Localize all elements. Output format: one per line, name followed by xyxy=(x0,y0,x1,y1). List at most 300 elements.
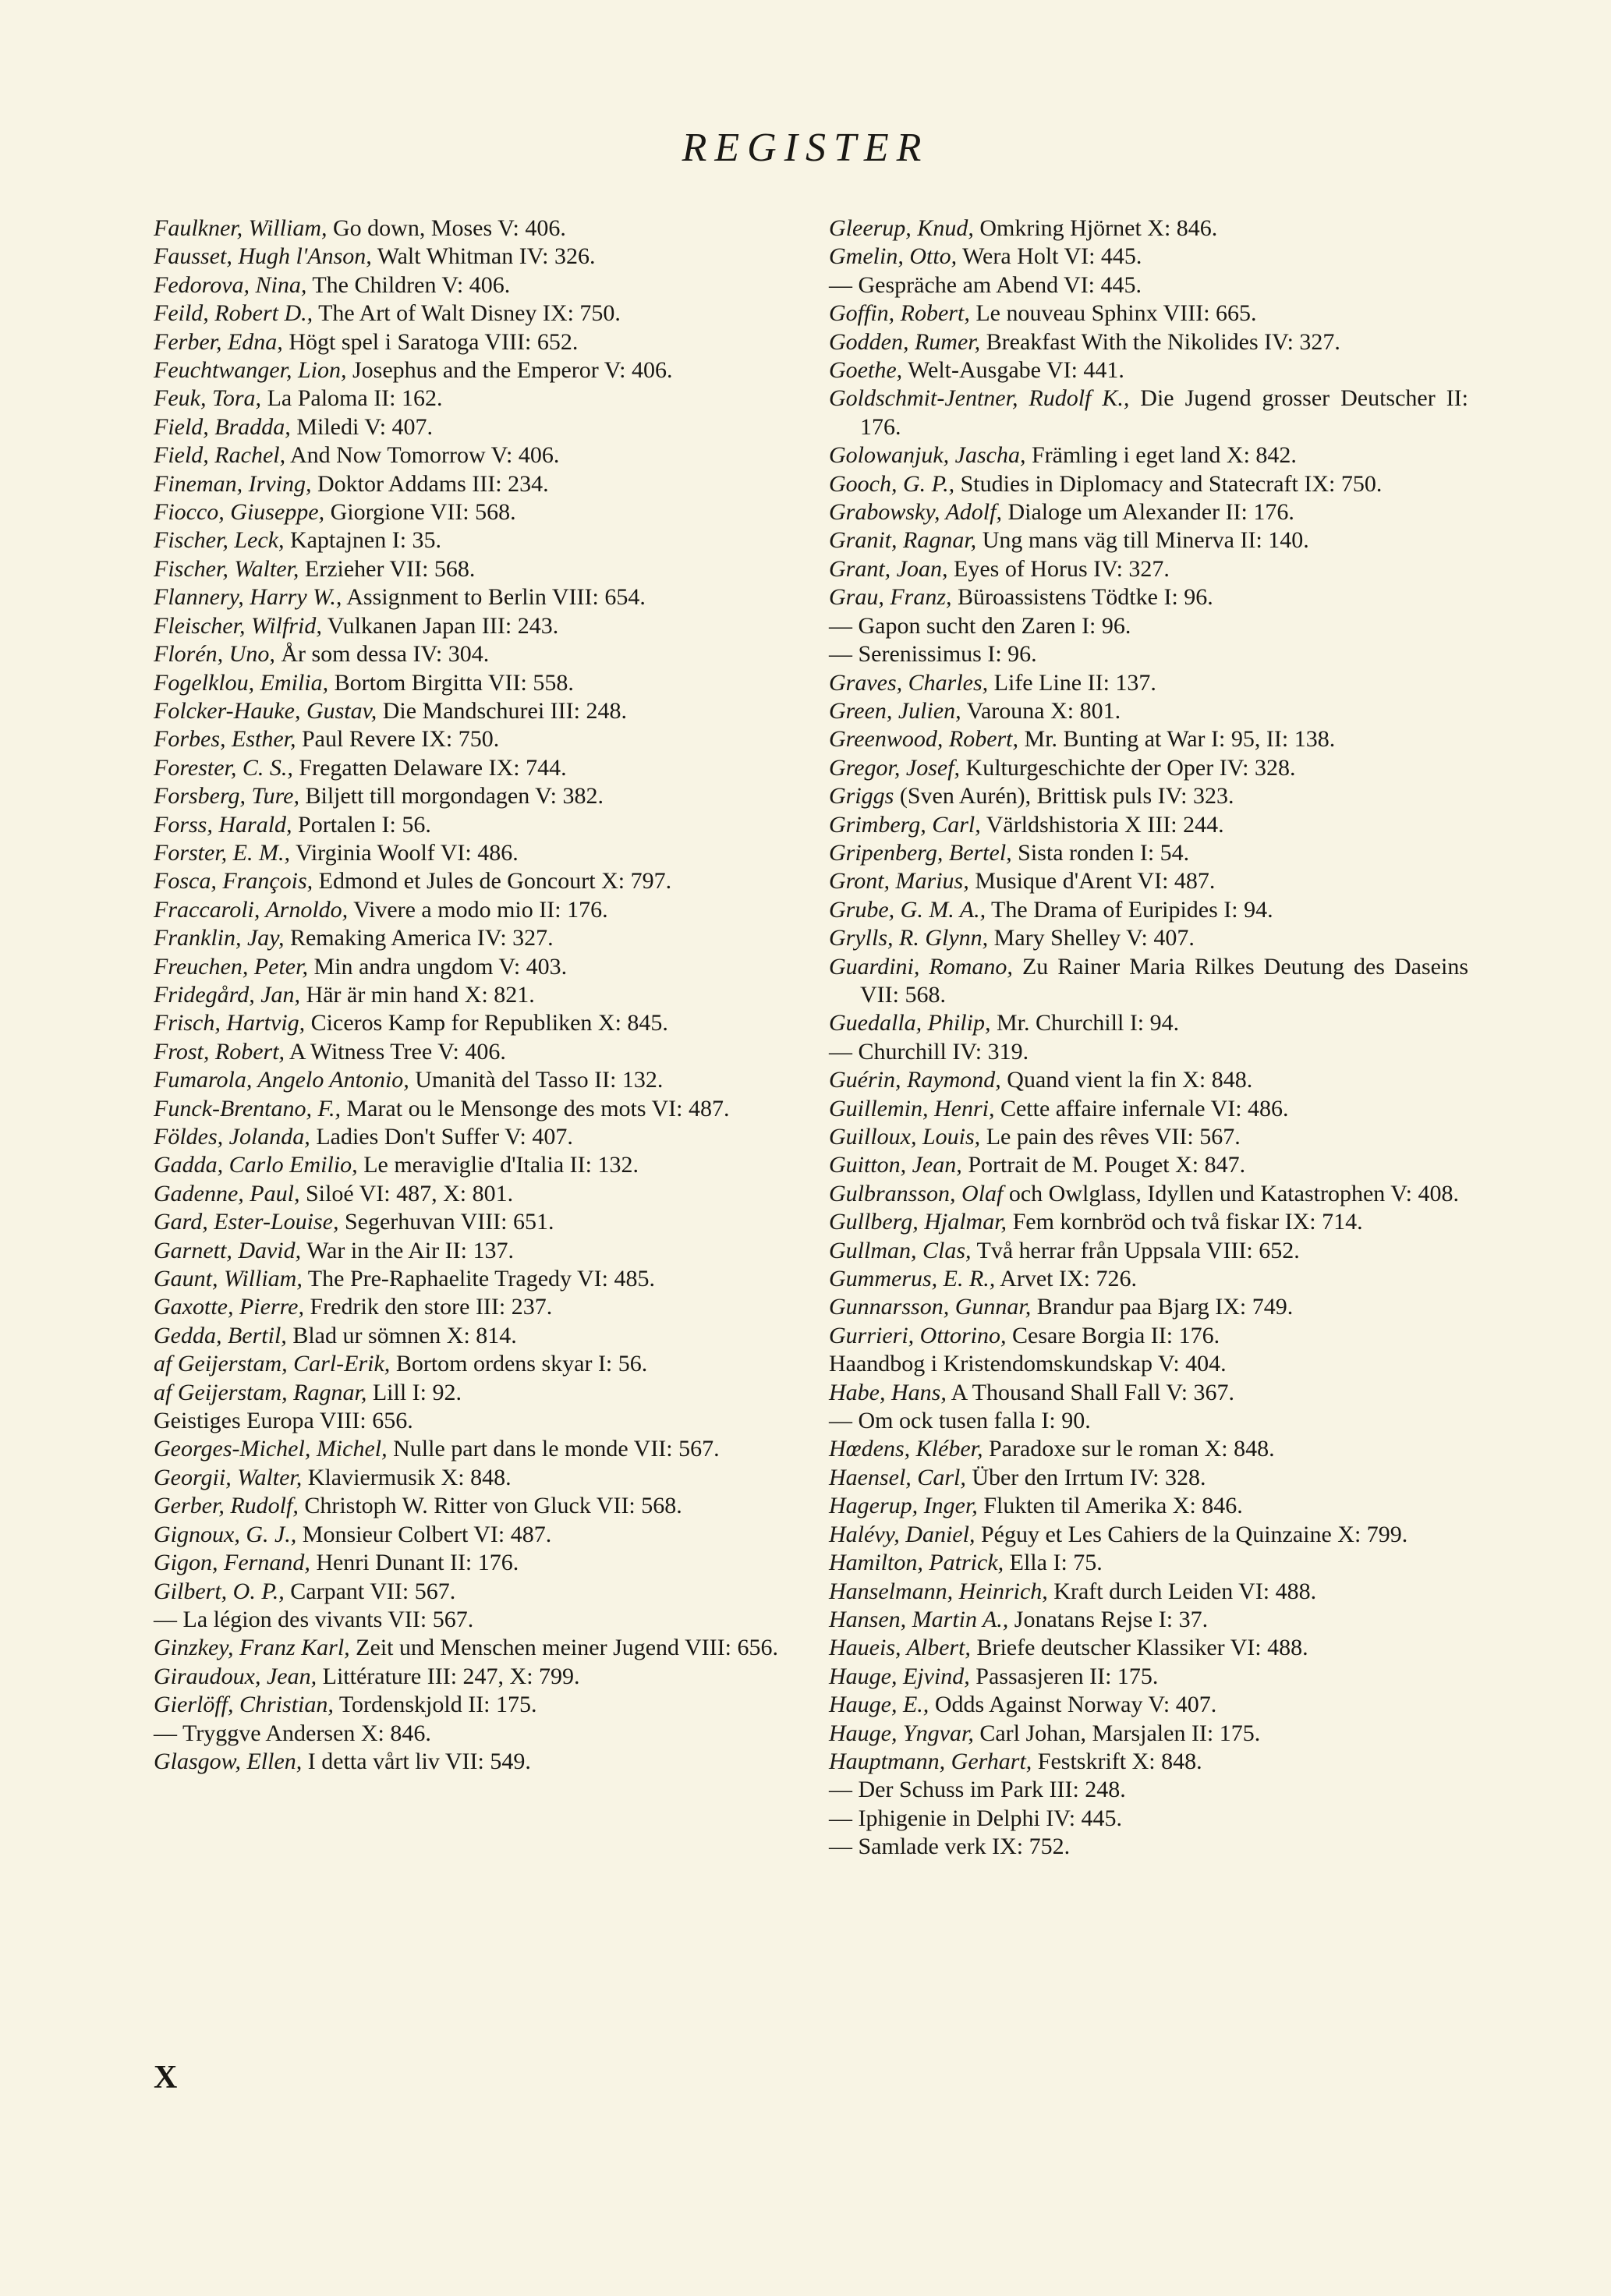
register-entry xyxy=(154,1407,793,1435)
entry-author: Gummerus, E. R., xyxy=(829,1266,996,1292)
entry-author: Gaunt, William, xyxy=(154,1266,303,1292)
entry-reference: The Art of Walt Disney IX: 750. xyxy=(313,300,621,327)
entry-reference: Portrait de M. Pouget X: 847. xyxy=(961,1152,1246,1178)
entry-reference: Die Mandschurei III: 248. xyxy=(377,697,627,724)
register-entry xyxy=(829,896,1468,924)
entry-reference: Nulle part dans le monde VII: 567. xyxy=(387,1436,720,1462)
entry-author: Hanselmann, Heinrich, xyxy=(829,1578,1048,1604)
register-entry xyxy=(154,725,793,753)
register-entry xyxy=(829,1009,1468,1037)
entry-reference: Doktor Addams III: 234. xyxy=(311,470,549,497)
register-entry xyxy=(154,1492,793,1520)
register-entry xyxy=(829,526,1468,555)
register-entry xyxy=(829,1578,1468,1606)
entry-author: Gadenne, Paul, xyxy=(154,1180,300,1206)
register-entry xyxy=(829,754,1468,782)
entry-author: Godden, Rumer, xyxy=(829,328,981,355)
register-entry xyxy=(829,214,1468,243)
entry-author: Feild, Robert D., xyxy=(154,300,313,327)
entry-author: Garnett, David, xyxy=(154,1237,302,1263)
register-entry xyxy=(829,470,1468,498)
entry-reference: Henri Dunant II: 176. xyxy=(310,1550,519,1576)
entry-reference: Flukten til Amerika X: 846. xyxy=(977,1493,1243,1519)
entry-author: Halévy, Daniel, xyxy=(829,1521,975,1547)
register-entry xyxy=(154,1634,793,1662)
register-entry xyxy=(829,1293,1468,1321)
register-entry xyxy=(154,526,793,555)
entry-author: Green, Julien, xyxy=(829,697,961,724)
register-entry xyxy=(829,1663,1468,1691)
entry-reference: Mr. Churchill I: 94. xyxy=(990,1010,1180,1036)
entry-reference: — Samlade verk IX: 752. xyxy=(829,1834,1071,1860)
entry-reference: Brandur paa Bjarg IX: 749. xyxy=(1031,1294,1294,1320)
entry-reference: Littérature III: 247, X: 799. xyxy=(317,1663,580,1689)
entry-reference: Varouna X: 801. xyxy=(961,697,1121,724)
register-entry xyxy=(154,640,793,668)
entry-reference: — Der Schuss im Park III: 248. xyxy=(829,1777,1126,1803)
entry-reference: The Drama of Euripides I: 94. xyxy=(986,896,1273,923)
register-entry xyxy=(829,1464,1468,1492)
entry-reference: Musique d'Arent VI: 487. xyxy=(968,868,1216,895)
entry-reference: Briefe deutscher Klassiker VI: 488. xyxy=(970,1635,1308,1661)
entry-author: Gierlöff, Christian, xyxy=(154,1692,334,1718)
register-entry xyxy=(829,1407,1468,1435)
entry-author: Hœdens, Kléber, xyxy=(829,1436,983,1462)
register-entry xyxy=(829,1066,1468,1094)
entry-author: Golowanjuk, Jascha, xyxy=(829,442,1026,469)
register-entry xyxy=(829,555,1468,583)
register-entry xyxy=(154,1293,793,1321)
register-entry xyxy=(154,214,793,243)
register-entry xyxy=(829,1038,1468,1066)
entry-reference: Två herrar från Uppsala VIII: 652. xyxy=(971,1237,1300,1263)
entry-reference: Le pain des rêves VII: 567. xyxy=(980,1124,1241,1150)
entry-author: Glasgow, Ellen, xyxy=(154,1748,303,1774)
register-entry xyxy=(829,1435,1468,1463)
entry-author: Field, Bradda, xyxy=(154,413,291,440)
register-entry xyxy=(829,953,1468,1010)
entry-reference: Péguy et Les Cahiers de la Quinzaine X: 799. xyxy=(975,1521,1408,1547)
entry-reference: Cesare Borgia II: 176. xyxy=(1006,1322,1220,1348)
entry-author: Haensel, Carl, xyxy=(829,1464,966,1490)
entry-author: Fraccaroli, Arnoldo, xyxy=(154,896,349,923)
entry-author: Gignoux, G. J., xyxy=(154,1521,297,1547)
entry-author: Feuchtwanger, Lion, xyxy=(154,357,347,384)
entry-reference: Büroassistens Tödtke I: 96. xyxy=(951,584,1213,611)
register-entry xyxy=(829,1350,1468,1378)
entry-reference: Världshistoria X III: 244. xyxy=(980,811,1224,838)
register-entry xyxy=(154,1095,793,1123)
entry-author: Földes, Jolanda, xyxy=(154,1124,310,1150)
register-entry xyxy=(154,299,793,328)
entry-author: Freuchen, Peter, xyxy=(154,953,308,980)
entry-reference: Le nouveau Sphinx VIII: 665. xyxy=(969,300,1257,327)
register-column-left xyxy=(154,214,793,1776)
entry-author: Fischer, Leck, xyxy=(154,527,285,554)
entry-reference: Blad ur sömnen X: 814. xyxy=(286,1322,517,1348)
entry-reference: Wera Holt VI: 445. xyxy=(957,243,1142,270)
entry-author: Goffin, Robert, xyxy=(829,300,970,327)
entry-reference: Mr. Bunting at War I: 95, II: 138. xyxy=(1018,726,1336,753)
entry-author: Fausset, Hugh l'Anson, xyxy=(154,243,372,270)
register-entry xyxy=(829,1095,1468,1123)
entry-author: Hamilton, Patrick, xyxy=(829,1550,1004,1576)
entry-author: Graves, Charles, xyxy=(829,669,989,696)
entry-reference: Geistiges Europa VIII: 656. xyxy=(154,1408,413,1434)
register-entry xyxy=(154,839,793,867)
entry-reference: Främling i eget land X: 842. xyxy=(1025,442,1297,469)
entry-reference: — Gespräche am Abend VI: 445. xyxy=(829,271,1142,298)
register-entry xyxy=(154,470,793,498)
entry-reference: År som dessa IV: 304. xyxy=(274,641,490,668)
register-entry xyxy=(154,1606,793,1634)
entry-reference: Kulturgeschichte der Oper IV: 328. xyxy=(960,754,1296,781)
register-entry xyxy=(154,243,793,271)
entry-author: Haueis, Albert, xyxy=(829,1635,971,1661)
entry-author: Ginzkey, Franz Karl, xyxy=(154,1635,350,1661)
register-entry xyxy=(154,697,793,725)
entry-author: Feuk, Tora, xyxy=(154,385,262,412)
entry-author: Guérin, Raymond, xyxy=(829,1067,1001,1093)
entry-author: Goethe, xyxy=(829,357,903,384)
register-entry xyxy=(829,1549,1468,1577)
entry-reference: — Tryggve Andersen X: 846. xyxy=(154,1720,431,1746)
entry-reference: Vulkanen Japan III: 243. xyxy=(321,612,559,639)
entry-reference: — La légion des vivants VII: 567. xyxy=(154,1606,474,1632)
register-entry xyxy=(829,1805,1468,1833)
entry-reference: Haandbog i Kristendomskundskap V: 404. xyxy=(829,1351,1227,1377)
page-title: REGISTER xyxy=(682,126,929,170)
entry-author: Gerber, Rudolf, xyxy=(154,1493,299,1519)
entry-reference: Walt Whitman IV: 326. xyxy=(371,243,596,270)
register-entry xyxy=(154,1009,793,1037)
entry-author: Grau, Franz, xyxy=(829,584,952,611)
register-entry xyxy=(154,1265,793,1293)
entry-reference: Monsieur Colbert VI: 487. xyxy=(296,1521,552,1547)
entry-author: Florén, Uno, xyxy=(154,641,275,668)
entry-reference: Umanità del Tasso II: 132. xyxy=(409,1067,664,1093)
entry-author: Gullman, Clas, xyxy=(829,1237,972,1263)
entry-reference: And Now Tomorrow V: 406. xyxy=(285,442,560,469)
register-entry xyxy=(829,1151,1468,1179)
entry-reference: Bortom ordens skyar I: 56. xyxy=(390,1351,648,1377)
register-entry xyxy=(829,839,1468,867)
register-entry xyxy=(829,725,1468,753)
register-column-right xyxy=(829,214,1468,1862)
register-entry xyxy=(154,754,793,782)
register-entry xyxy=(154,1379,793,1407)
entry-author: Gleerup, Knud, xyxy=(829,215,974,241)
register-entry xyxy=(154,1435,793,1463)
entry-reference: Fredrik den store III: 237. xyxy=(304,1294,553,1320)
entry-reference: The Pre-Raphaelite Tragedy VI: 485. xyxy=(302,1266,655,1292)
entry-reference: A Witness Tree V: 406. xyxy=(285,1038,506,1065)
register-entry xyxy=(154,413,793,441)
entry-author: Grant, Joan, xyxy=(829,555,948,582)
register-entry xyxy=(829,299,1468,328)
register-entry xyxy=(154,1720,793,1748)
register-entry xyxy=(829,328,1468,356)
entry-reference: Carpant VII: 567. xyxy=(284,1578,456,1604)
entry-reference: A Thousand Shall Fall V: 367. xyxy=(946,1379,1235,1405)
entry-author: Franklin, Jay, xyxy=(154,925,285,951)
entry-reference: La Paloma II: 162. xyxy=(261,385,443,412)
entry-author: Frisch, Hartvig, xyxy=(154,1010,306,1036)
entry-author: Fiocco, Giuseppe, xyxy=(154,499,325,526)
register-entry xyxy=(829,1379,1468,1407)
register-entry xyxy=(154,867,793,895)
entry-author: Giraudoux, Jean, xyxy=(154,1663,317,1689)
entry-author: Hauge, Ejvind, xyxy=(829,1663,970,1689)
register-entry xyxy=(154,924,793,952)
entry-author: Hansen, Martin A., xyxy=(829,1606,1009,1632)
entry-author: Forster, E. M., xyxy=(154,839,290,866)
register-entry xyxy=(154,1123,793,1151)
entry-reference: Le meraviglie d'Italia II: 132. xyxy=(357,1152,639,1178)
register-entry xyxy=(154,953,793,981)
entry-author: Forester, C. S., xyxy=(154,754,293,781)
register-entry xyxy=(154,1521,793,1549)
register-entry xyxy=(829,1606,1468,1634)
entry-reference: — Churchill IV: 319. xyxy=(829,1038,1029,1065)
register-entry xyxy=(829,782,1468,810)
entry-reference: Josephus and the Emperor V: 406. xyxy=(346,357,673,384)
entry-author: Guardini, Romano, xyxy=(829,953,1013,980)
entry-reference: Welt-Ausgabe VI: 441. xyxy=(902,357,1124,384)
entry-author: Georges-Michel, Michel, xyxy=(154,1436,388,1462)
entry-author: Hauptmann, Gerhart, xyxy=(829,1748,1032,1774)
entry-reference: Högt spel i Saratoga VIII: 652. xyxy=(282,328,579,355)
register-entry xyxy=(829,498,1468,526)
register-entry xyxy=(154,328,793,356)
register-entry xyxy=(154,1464,793,1492)
entry-reference: Vivere a modo mio II: 176. xyxy=(348,896,608,923)
entry-author: Forbes, Esther, xyxy=(154,726,296,753)
entry-author: Funck-Brentano, F., xyxy=(154,1095,341,1121)
entry-author: Fogelklou, Emilia, xyxy=(154,669,329,696)
register-entry xyxy=(154,271,793,299)
register-entry xyxy=(154,498,793,526)
register-entry xyxy=(829,867,1468,895)
register-entry xyxy=(829,1833,1468,1861)
entry-author: Forsberg, Ture, xyxy=(154,783,299,810)
entry-reference: Kaptajnen I: 35. xyxy=(284,527,442,554)
entry-reference: Studies in Diplomacy and Statecraft IX: 750. xyxy=(954,470,1383,497)
register-entry xyxy=(154,1237,793,1265)
entry-author: Grylls, R. Glynn, xyxy=(829,925,989,951)
entry-author: Guilloux, Louis, xyxy=(829,1124,981,1150)
entry-author: Goldschmit-Jentner, Rudolf K., xyxy=(829,385,1130,412)
entry-reference: Paul Revere IX: 750. xyxy=(296,726,500,753)
entry-reference: Klaviermusik X: 848. xyxy=(302,1464,512,1490)
register-entry xyxy=(829,1634,1468,1662)
entry-author: Gullberg, Hjalmar, xyxy=(829,1209,1007,1235)
entry-reference: Ella I: 75. xyxy=(1004,1550,1103,1576)
entry-reference: och Owlglass, Idyllen und Katastrophen V: 408. xyxy=(1003,1180,1459,1206)
entry-author: Fridegård, Jan, xyxy=(154,981,301,1008)
register-entry xyxy=(154,1322,793,1350)
register-entry xyxy=(829,1776,1468,1804)
entry-author: af Geijerstam, Ragnar, xyxy=(154,1379,367,1405)
entry-reference: Ciceros Kamp for Republiken X: 845. xyxy=(305,1010,668,1036)
register-entry xyxy=(829,243,1468,271)
entry-author: Fischer, Walter, xyxy=(154,555,299,582)
entry-author: af Geijerstam, Carl-Erik, xyxy=(154,1351,391,1377)
register-entry xyxy=(829,612,1468,640)
entry-reference: Jonatans Rejse I: 37. xyxy=(1008,1606,1209,1632)
register-entry xyxy=(154,896,793,924)
register-entry xyxy=(829,1180,1468,1208)
entry-author: Gront, Marius, xyxy=(829,868,969,895)
entry-author: Gard, Ester-Louise, xyxy=(154,1209,339,1235)
register-entry xyxy=(154,1038,793,1066)
entry-reference: Life Line II: 137. xyxy=(988,669,1156,696)
entry-reference: (Sven Aurén), Brittisk puls IV: 323. xyxy=(894,783,1234,810)
entry-reference: — Gapon sucht den Zaren I: 96. xyxy=(829,612,1131,639)
entry-author: Folcker-Hauke, Gustav, xyxy=(154,697,377,724)
entry-reference: Remaking America IV: 327. xyxy=(284,925,554,951)
entry-reference: Min andra ungdom V: 403. xyxy=(307,953,568,980)
entry-author: Guedalla, Philip, xyxy=(829,1010,991,1036)
register-entry xyxy=(154,612,793,640)
entry-reference: Christoph W. Ritter von Gluck VII: 568. xyxy=(298,1493,682,1519)
entry-reference: Kraft durch Leiden VI: 488. xyxy=(1047,1578,1317,1604)
entry-author: Griggs xyxy=(829,783,894,810)
entry-author: Fedorova, Nina, xyxy=(154,271,307,298)
entry-author: Guitton, Jean, xyxy=(829,1152,962,1178)
register-entry xyxy=(829,1492,1468,1520)
register-entry xyxy=(154,1691,793,1719)
entry-reference: Portalen I: 56. xyxy=(292,811,431,838)
entry-reference: Miledi V: 407. xyxy=(290,413,434,440)
register-entry xyxy=(829,384,1468,441)
entry-reference: Bortom Birgitta VII: 558. xyxy=(328,669,574,696)
page-folio: X xyxy=(154,2060,178,2096)
entry-author: Gurrieri, Ottorino, xyxy=(829,1322,1007,1348)
register-entry xyxy=(829,1521,1468,1549)
entry-reference: — Om ock tusen falla I: 90. xyxy=(829,1408,1091,1434)
entry-author: Fleischer, Wilfrid, xyxy=(154,612,322,639)
register-entry xyxy=(829,1748,1468,1776)
entry-author: Gripenberg, Bertel, xyxy=(829,839,1012,866)
entry-reference: — Serenissimus I: 96. xyxy=(829,641,1037,668)
entry-reference: Omkring Hjörnet X: 846. xyxy=(973,215,1218,241)
entry-author: Gooch, G. P., xyxy=(829,470,955,497)
entry-reference: Ung mans väg till Minerva II: 140. xyxy=(976,527,1309,554)
entry-reference: Virginia Woolf VI: 486. xyxy=(290,839,519,866)
entry-author: Field, Rachel, xyxy=(154,442,286,469)
register-entry xyxy=(154,811,793,839)
entry-reference: Go down, Moses V: 406. xyxy=(327,215,566,241)
entry-reference: Über den Irrtum IV: 328. xyxy=(965,1464,1206,1490)
entry-reference: Tordenskjold II: 175. xyxy=(333,1692,537,1718)
entry-reference: Segerhuvan VIII: 651. xyxy=(338,1209,554,1235)
register-entry xyxy=(829,356,1468,384)
register-entry xyxy=(154,441,793,469)
entry-author: Fineman, Irving, xyxy=(154,470,312,497)
entry-reference: Siloé VI: 487, X: 801. xyxy=(299,1180,514,1206)
entry-author: Grabowsky, Adolf, xyxy=(829,499,1002,526)
register-entry xyxy=(154,1748,793,1776)
entry-reference: Lill I: 92. xyxy=(366,1379,462,1405)
register-entry xyxy=(154,1350,793,1378)
register-entry xyxy=(829,697,1468,725)
register-entry xyxy=(154,981,793,1009)
register-entry xyxy=(829,441,1468,469)
entry-author: Gedda, Bertil, xyxy=(154,1322,287,1348)
register-entry xyxy=(154,1549,793,1577)
entry-author: Gadda, Carlo Emilio, xyxy=(154,1152,358,1178)
entry-reference: Cette affaire infernale VI: 486. xyxy=(994,1095,1289,1121)
entry-author: Guillemin, Henri, xyxy=(829,1095,995,1121)
entry-reference: Eyes of Horus IV: 327. xyxy=(947,555,1170,582)
entry-reference: Ladies Don't Suffer V: 407. xyxy=(310,1124,573,1150)
entry-reference: Zu Rainer Maria Rilkes Deutung des Daseins VII: 568. xyxy=(860,953,1468,1008)
entry-author: Frost, Robert, xyxy=(154,1038,285,1065)
entry-author: Ferber, Edna, xyxy=(154,328,283,355)
entry-reference: Edmond et Jules de Goncourt X: 797. xyxy=(313,868,672,895)
entry-author: Hagerup, Inger, xyxy=(829,1493,978,1519)
entry-author: Gilbert, O. P., xyxy=(154,1578,285,1604)
register-entry xyxy=(154,384,793,413)
entry-reference: Die Jugend grosser Deutscher II: 176. xyxy=(860,385,1468,440)
register-entry xyxy=(829,924,1468,952)
entry-reference: Assignment to Berlin VIII: 654. xyxy=(342,584,646,611)
entry-author: Gaxotte, Pierre, xyxy=(154,1294,304,1320)
entry-author: Hauge, Yngvar, xyxy=(829,1720,974,1746)
register-entry xyxy=(829,1123,1468,1151)
register-entry xyxy=(829,811,1468,839)
register-entry xyxy=(154,1066,793,1094)
register-entry xyxy=(829,1691,1468,1719)
entry-reference: Carl Johan, Marsjalen II: 175. xyxy=(973,1720,1261,1746)
entry-reference: War in the Air II: 137. xyxy=(301,1237,514,1263)
register-entry xyxy=(829,583,1468,611)
register-entry xyxy=(829,271,1468,299)
entry-reference: Sista ronden I: 54. xyxy=(1011,839,1190,866)
entry-author: Granit, Ragnar, xyxy=(829,527,977,554)
entry-reference: Fem kornbröd och två fiskar IX: 714. xyxy=(1007,1209,1363,1235)
entry-author: Georgii, Walter, xyxy=(154,1464,303,1490)
register-entry xyxy=(829,669,1468,697)
entry-reference: Fregatten Delaware IX: 744. xyxy=(292,754,567,781)
entry-reference: I detta vårt liv VII: 549. xyxy=(302,1748,531,1774)
entry-reference: Odds Against Norway V: 407. xyxy=(929,1692,1217,1718)
register-entry xyxy=(154,1180,793,1208)
entry-reference: Breakfast With the Nikolides IV: 327. xyxy=(980,328,1340,355)
entry-author: Forss, Harald, xyxy=(154,811,292,838)
entry-reference: Här är min hand X: 821. xyxy=(300,981,535,1008)
entry-reference: Quand vient la fin X: 848. xyxy=(1000,1067,1253,1093)
register-entry xyxy=(829,1208,1468,1236)
register-entry xyxy=(154,583,793,611)
entry-reference: Festskrift X: 848. xyxy=(1032,1748,1202,1774)
entry-reference: Erzieher VII: 568. xyxy=(299,555,476,582)
entry-reference: The Children V: 406. xyxy=(306,271,511,298)
entry-author: Fumarola, Angelo Antonio, xyxy=(154,1067,409,1093)
register-entry xyxy=(154,1663,793,1691)
entry-reference: Paradoxe sur le roman X: 848. xyxy=(983,1436,1275,1462)
register-entry xyxy=(154,555,793,583)
register-entry xyxy=(154,356,793,384)
entry-author: Hauge, E., xyxy=(829,1692,929,1718)
entry-author: Gulbransson, Olaf xyxy=(829,1180,1004,1206)
register-entry xyxy=(154,1208,793,1236)
entry-reference: Mary Shelley V: 407. xyxy=(988,925,1195,951)
register-entry xyxy=(154,782,793,810)
entry-author: Gunnarsson, Gunnar, xyxy=(829,1294,1032,1320)
register-entry xyxy=(154,669,793,697)
